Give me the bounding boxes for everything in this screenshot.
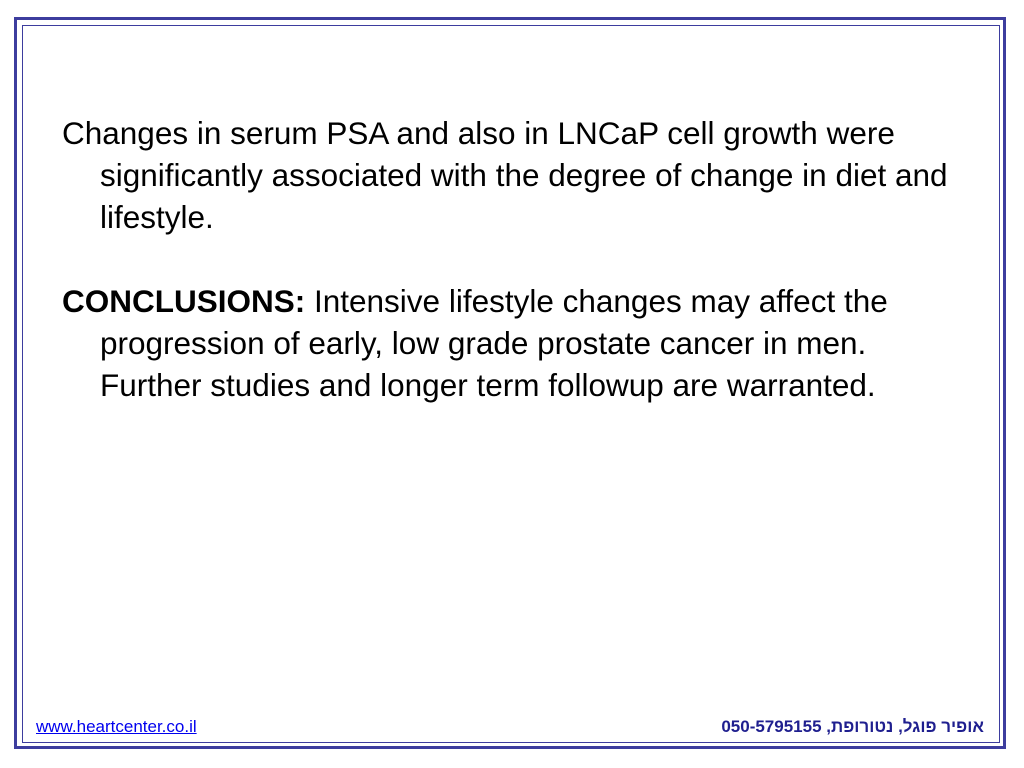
conclusions-heading: CONCLUSIONS: [62,283,306,319]
paragraph-findings-text: Changes in serum PSA and also in LNCaP cell growth were significantly associated with the degree of change in diet and lifestyle. [62,115,948,235]
paragraph-findings [62,112,952,238]
paragraph-conclusions [62,280,952,406]
contact-info: אופיר פוגל, נטורופת, 050-5795155 [721,717,984,736]
paragraph-conclusions-text: Intensive lifestyle changes may affect the progression of early, low grade prostate cancer in men. Further studies and longer term followup are warranted. [100,283,888,403]
website-link[interactable]: www.heartcenter.co.il [36,717,197,736]
slide-body [62,112,952,406]
